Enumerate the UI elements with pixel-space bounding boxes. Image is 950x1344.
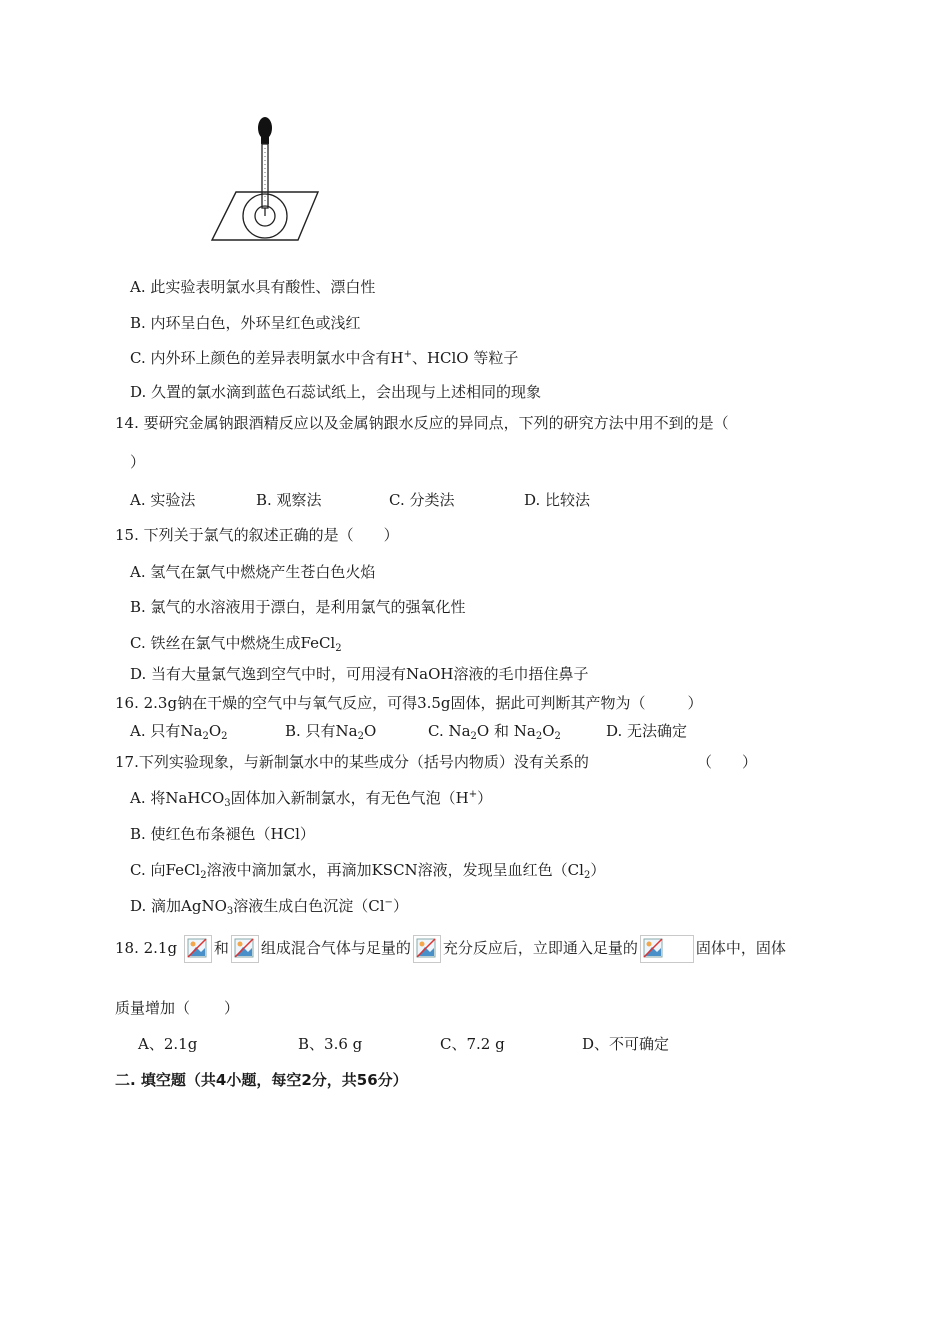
q16-option-a: A. 只有$Na_2O_2$ (130, 722, 228, 742)
q18-option-b: B、3.6 g (298, 1035, 363, 1053)
broken-image-icon (640, 935, 694, 963)
q17-option-b: B. 使红色布条褪色（HCl） (130, 825, 315, 843)
q15-option-b: B. 氯气的水溶液用于漂白，是利用氯气的强氧化性 (130, 598, 466, 616)
q18-option-c: C、7.2 g (440, 1035, 505, 1053)
broken-image-icon (184, 935, 212, 963)
q15-option-d: D. 当有大量氯气逸到空气中时，可用浸有NaOH溶液的毛巾捂住鼻子 (130, 665, 589, 683)
q17-stem: 17.下列实验现象，与新制氯水中的某些成分（括号内物质）没有关系的 (115, 753, 589, 771)
broken-image-icon (231, 935, 259, 963)
q18-option-a: A、2.1g (138, 1035, 198, 1053)
q14-option-c: C. 分类法 (389, 491, 455, 509)
q15-option-a: A. 氢气在氯气中燃烧产生苍白色火焰 (130, 563, 376, 581)
q16-option-d: D. 无法确定 (606, 722, 688, 740)
q14-option-b: B. 观察法 (256, 491, 322, 509)
q18-option-d: D、不可确定 (582, 1035, 670, 1053)
q14-option-a: A. 实验法 (130, 491, 196, 509)
q18-stem-cont: 质量增加（ ） (115, 999, 240, 1017)
broken-image-icon (413, 935, 441, 963)
q15-stem: 15. 下列关于氯气的叙述正确的是（ ） (115, 526, 399, 544)
q14-stem-cont: ） (130, 453, 146, 471)
dropper-on-test-paper-figure (210, 112, 322, 244)
q18-stem: 18. 2.1g 和 组成混合气体与足量的 充分反应后，立即通入足量的 固体中，固体 (115, 934, 786, 963)
q16-stem: 16. 2.3g钠在干燥的空气中与氧气反应，可得3.5g固体，据此可判断其产物为（ ） (115, 694, 703, 712)
q13-option-b: B. 内环呈白色，外环呈红色或浅红 (130, 314, 361, 332)
section-2-heading: 二. 填空题（共4小题，每空2分，共56分） (115, 1071, 408, 1089)
q17-option-c: C. 向FeCl$_2$溶液中滴加氯水，再滴加KSCN溶液，发现呈血红色$(Cl_2)$ (130, 861, 606, 881)
q17-stem-bracket: （ ） (697, 753, 758, 771)
q13-option-c: C. 内外环上颜色的差异表明氯水中含有H+、HClO 等粒子 (130, 349, 519, 367)
q17-option-d: D. 滴加AgNO$_3$溶液生成白色沉淀（Cl−） (130, 897, 408, 917)
q14-stem: 14. 要研究金属钠跟酒精反应以及金属钠跟水反应的异同点，下列的研究方法中用不到的是（ (115, 414, 729, 432)
q15-option-c: C. 铁丝在氯气中燃烧生成FeCl$_2$ (130, 634, 342, 654)
q17-option-a: A. 将NaHCO$_3$固体加入新制氯水，有无色气泡（H+） (130, 789, 493, 809)
q13-option-d: D. 久置的氯水滴到蓝色石蕊试纸上，会出现与上述相同的现象 (130, 383, 542, 401)
q16-option-b: B. 只有$Na_2O$ (285, 722, 377, 742)
q13-option-a: A. 此实验表明氯水具有酸性、漂白性 (130, 278, 376, 296)
q14-option-d: D. 比较法 (524, 491, 591, 509)
q16-option-c: C. $Na_2O$ 和 $Na_2O_2$ (428, 722, 561, 742)
